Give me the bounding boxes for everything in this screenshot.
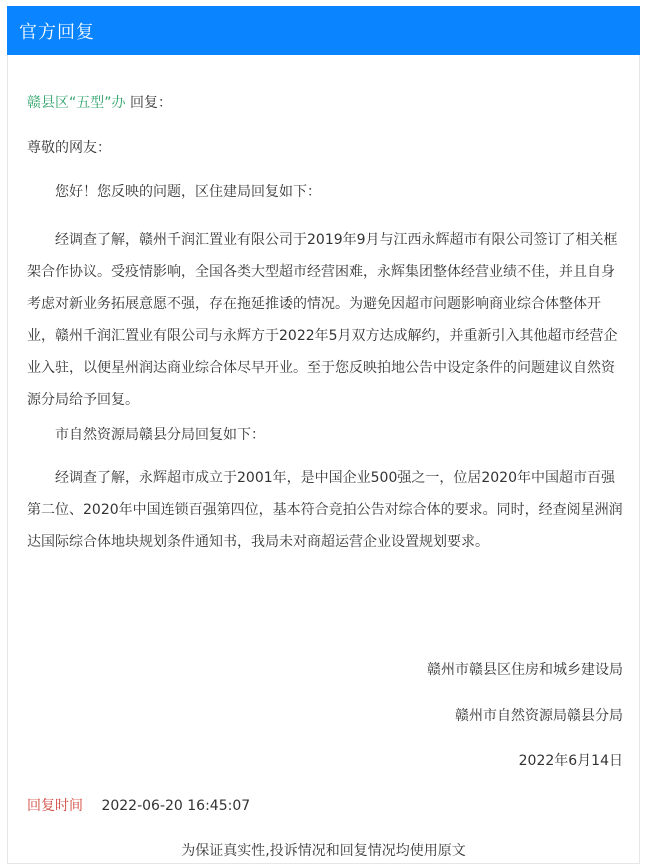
greeting: 尊敬的网友： — [27, 140, 111, 156]
housing-bureau-reply-paragraph: 经调查了解，赣州千润汇置业有限公司于2019年9月与江西永辉超市有限公司签订了相关框架合作协议。受疫情影响，全国各类大型超市经营困难，永辉集团整体经营业绩不佳，并且自身考虑对新业务拓展意愿不强，存在拖延推诿的情况。为避免因超市问题影响商业综合体整体开业，赣州千润汇置业有限公司与永辉方于2022年5月双方达成解约，并重新引入其他超市经营企业入驻，以便星州润达商业综合体尽早开业。至于您反映拍地公告中设定条件的问题建议自然资源分局给予回复。 — [27, 232, 618, 408]
header-title: 官方回复 — [19, 21, 95, 43]
reply-source-org: 赣县区“五型”办 — [27, 95, 126, 111]
reply-time-value: 2022-06-20 16:45:07 — [101, 798, 251, 814]
reply-source-suffix: 回复： — [125, 95, 172, 111]
authenticity-note: 为保证真实性,投诉情况和回复情况均使用原文 — [181, 843, 466, 859]
intro-paragraph: 您好！您反映的问题，区住建局回复如下： — [55, 184, 321, 200]
resources-bureau-reply-paragraph: 经调查了解，永辉超市成立于2001年，是中国企业500强之一，位居2020年中国超市百强第二位、2020年中国连锁百强第四位，基本符合竞拍公告对综合体的要求。同时，经查阅星洲润达国际综合体地块规划条件通知书，我局未对商超运营企业设置规划要求。 — [27, 470, 623, 550]
signature-housing-bureau: 赣州市赣县区住房和城乡建设局 — [427, 662, 623, 678]
reply-time-row — [27, 795, 250, 817]
reply-header — [7, 6, 640, 55]
reply-source-line — [27, 89, 623, 117]
signature-resources-bureau: 赣州市自然资源局赣县分局 — [455, 708, 623, 724]
resources-bureau-intro: 市自然资源局赣县分局回复如下： — [55, 427, 265, 443]
reply-date: 2022年6月14日 — [518, 753, 623, 769]
reply-time-label: 回复时间 — [27, 798, 83, 814]
